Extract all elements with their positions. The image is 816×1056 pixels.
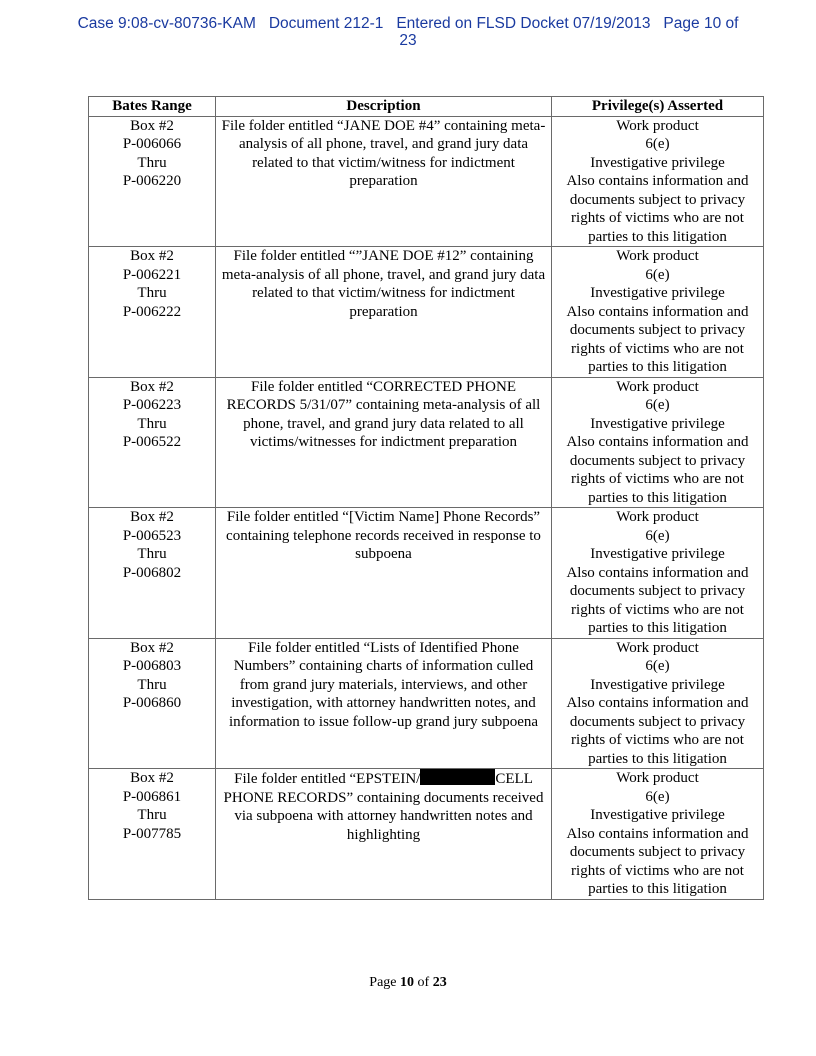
footer-prefix: Page xyxy=(369,975,401,990)
bates-box: Box #2 xyxy=(130,378,174,395)
bates-box: Box #2 xyxy=(130,770,174,786)
column-header-privileges: Privilege(s) Asserted xyxy=(552,97,764,117)
description-before-redaction: File folder entitled “EPSTEIN/ xyxy=(234,771,421,787)
bates-cell xyxy=(89,247,216,378)
description-cell: File folder entitled “CORRECTED PHONE RECORDS 5/31/07” containing meta-analysis of all phone, travel, and grand jury data related to all victims/witnesses for indictment preparation xyxy=(216,377,552,508)
description-cell xyxy=(216,769,552,900)
redaction-bar xyxy=(420,769,495,785)
privilege-item: Investigative privilege xyxy=(590,807,725,823)
bates-cell xyxy=(89,377,216,508)
bates-cell xyxy=(89,638,216,769)
bates-cell xyxy=(89,508,216,639)
table-row xyxy=(89,769,764,900)
bates-box: Box #2 xyxy=(130,639,174,656)
bates-thru: Thru xyxy=(137,415,167,432)
bates-thru: Thru xyxy=(137,546,167,562)
bates-end: P-006522 xyxy=(122,434,182,450)
bates-thru: Thru xyxy=(137,676,167,693)
privilege-item: Work product xyxy=(616,639,699,656)
description-cell: File folder entitled “JANE DOE #4” containing meta-analysis of all phone, travel, and grand jury data related to that victim/witness for indictment preparation xyxy=(216,116,552,247)
bates-cell xyxy=(89,116,216,247)
privilege-item: Also contains information and documents subject to privacy rights of victims who are not parties to this litigation xyxy=(566,434,749,506)
table-row xyxy=(89,638,764,769)
table-header-row xyxy=(89,97,764,117)
privilege-item: 6(e) xyxy=(645,527,670,544)
bates-start: P-006861 xyxy=(122,788,182,805)
column-header-bates: Bates Range xyxy=(89,97,216,117)
table-row xyxy=(89,247,764,378)
description-after-redaction: CELL PHONE RECORDS” containing documents received via subpoena with attorney handwritten notes and highlighting xyxy=(223,771,544,843)
footer-page-number: 10 xyxy=(400,975,415,990)
description-cell: File folder entitled “”JANE DOE #12” containing meta-analysis of all phone, travel, and grand jury data related to that victim/witness for indictment preparation xyxy=(216,247,552,378)
privilege-item: 6(e) xyxy=(645,658,670,674)
docket-header xyxy=(0,15,816,49)
bates-end: P-006222 xyxy=(122,303,182,320)
privilege-item: Investigative privilege xyxy=(590,285,725,301)
bates-end: P-006802 xyxy=(122,564,182,581)
privileges-cell xyxy=(552,769,764,900)
privilege-item: Investigative privilege xyxy=(590,546,725,562)
privileges-cell xyxy=(552,377,764,508)
privilege-item: Work product xyxy=(616,248,699,264)
privilege-item: Investigative privilege xyxy=(590,415,725,432)
privilege-item: Also contains information and documents subject to privacy rights of victims who are not parties to this litigation xyxy=(566,564,749,636)
privilege-item: Work product xyxy=(616,770,699,786)
description-cell: File folder entitled “[Victim Name] Phone Records” containing telephone records received in response to subpoena xyxy=(216,508,552,639)
bates-start: P-006221 xyxy=(122,266,182,283)
bates-thru: Thru xyxy=(137,807,167,823)
bates-start: P-006803 xyxy=(122,658,182,674)
table-row xyxy=(89,116,764,247)
privilege-item: Investigative privilege xyxy=(590,676,725,693)
privilege-log-table xyxy=(88,96,764,900)
docket-header-line2: 23 xyxy=(399,32,417,49)
privileges-cell xyxy=(552,508,764,639)
privilege-item: Work product xyxy=(616,509,699,525)
bates-start: P-006066 xyxy=(122,136,182,152)
column-header-description: Description xyxy=(216,97,552,117)
privileges-cell xyxy=(552,116,764,247)
bates-end: P-006220 xyxy=(122,173,182,189)
privilege-item: 6(e) xyxy=(645,266,670,283)
privilege-item: Work product xyxy=(616,117,699,134)
privilege-item: 6(e) xyxy=(645,788,670,805)
table-row xyxy=(89,508,764,639)
privilege-item: Work product xyxy=(616,378,699,395)
privilege-item: 6(e) xyxy=(645,397,670,413)
bates-thru: Thru xyxy=(137,154,167,171)
bates-box: Box #2 xyxy=(130,248,174,264)
footer-total-pages: 23 xyxy=(432,975,447,990)
description-cell: File folder entitled “Lists of Identified Phone Numbers” containing charts of information culled from grand jury materials, interviews, and other investigation, with attorney handwritten notes, and information to issue follow-up grand jury subpoena xyxy=(216,638,552,769)
bates-thru: Thru xyxy=(137,285,167,301)
bates-start: P-006223 xyxy=(122,397,182,413)
privilege-item: Also contains information and documents subject to privacy rights of victims who are not parties to this litigation xyxy=(566,825,749,897)
bates-box: Box #2 xyxy=(130,117,174,134)
footer-middle: of xyxy=(414,975,433,990)
privilege-item: 6(e) xyxy=(645,136,670,152)
bates-cell xyxy=(89,769,216,900)
bates-box: Box #2 xyxy=(130,509,174,525)
page-footer xyxy=(0,975,816,991)
bates-end: P-006860 xyxy=(122,695,182,711)
table-row xyxy=(89,377,764,508)
privilege-item: Also contains information and documents subject to privacy rights of victims who are not parties to this litigation xyxy=(566,173,749,245)
privilege-item: Investigative privilege xyxy=(590,154,725,171)
bates-end: P-007785 xyxy=(122,825,182,842)
privileges-cell xyxy=(552,638,764,769)
privilege-item: Also contains information and documents subject to privacy rights of victims who are not parties to this litigation xyxy=(566,695,749,767)
privileges-cell xyxy=(552,247,764,378)
bates-start: P-006523 xyxy=(122,527,182,544)
docket-header-line1: Case 9:08-cv-80736-KAM Document 212-1 Entered on FLSD Docket 07/19/2013 Page 10 of xyxy=(77,15,739,32)
privilege-item: Also contains information and documents subject to privacy rights of victims who are not parties to this litigation xyxy=(566,303,749,375)
